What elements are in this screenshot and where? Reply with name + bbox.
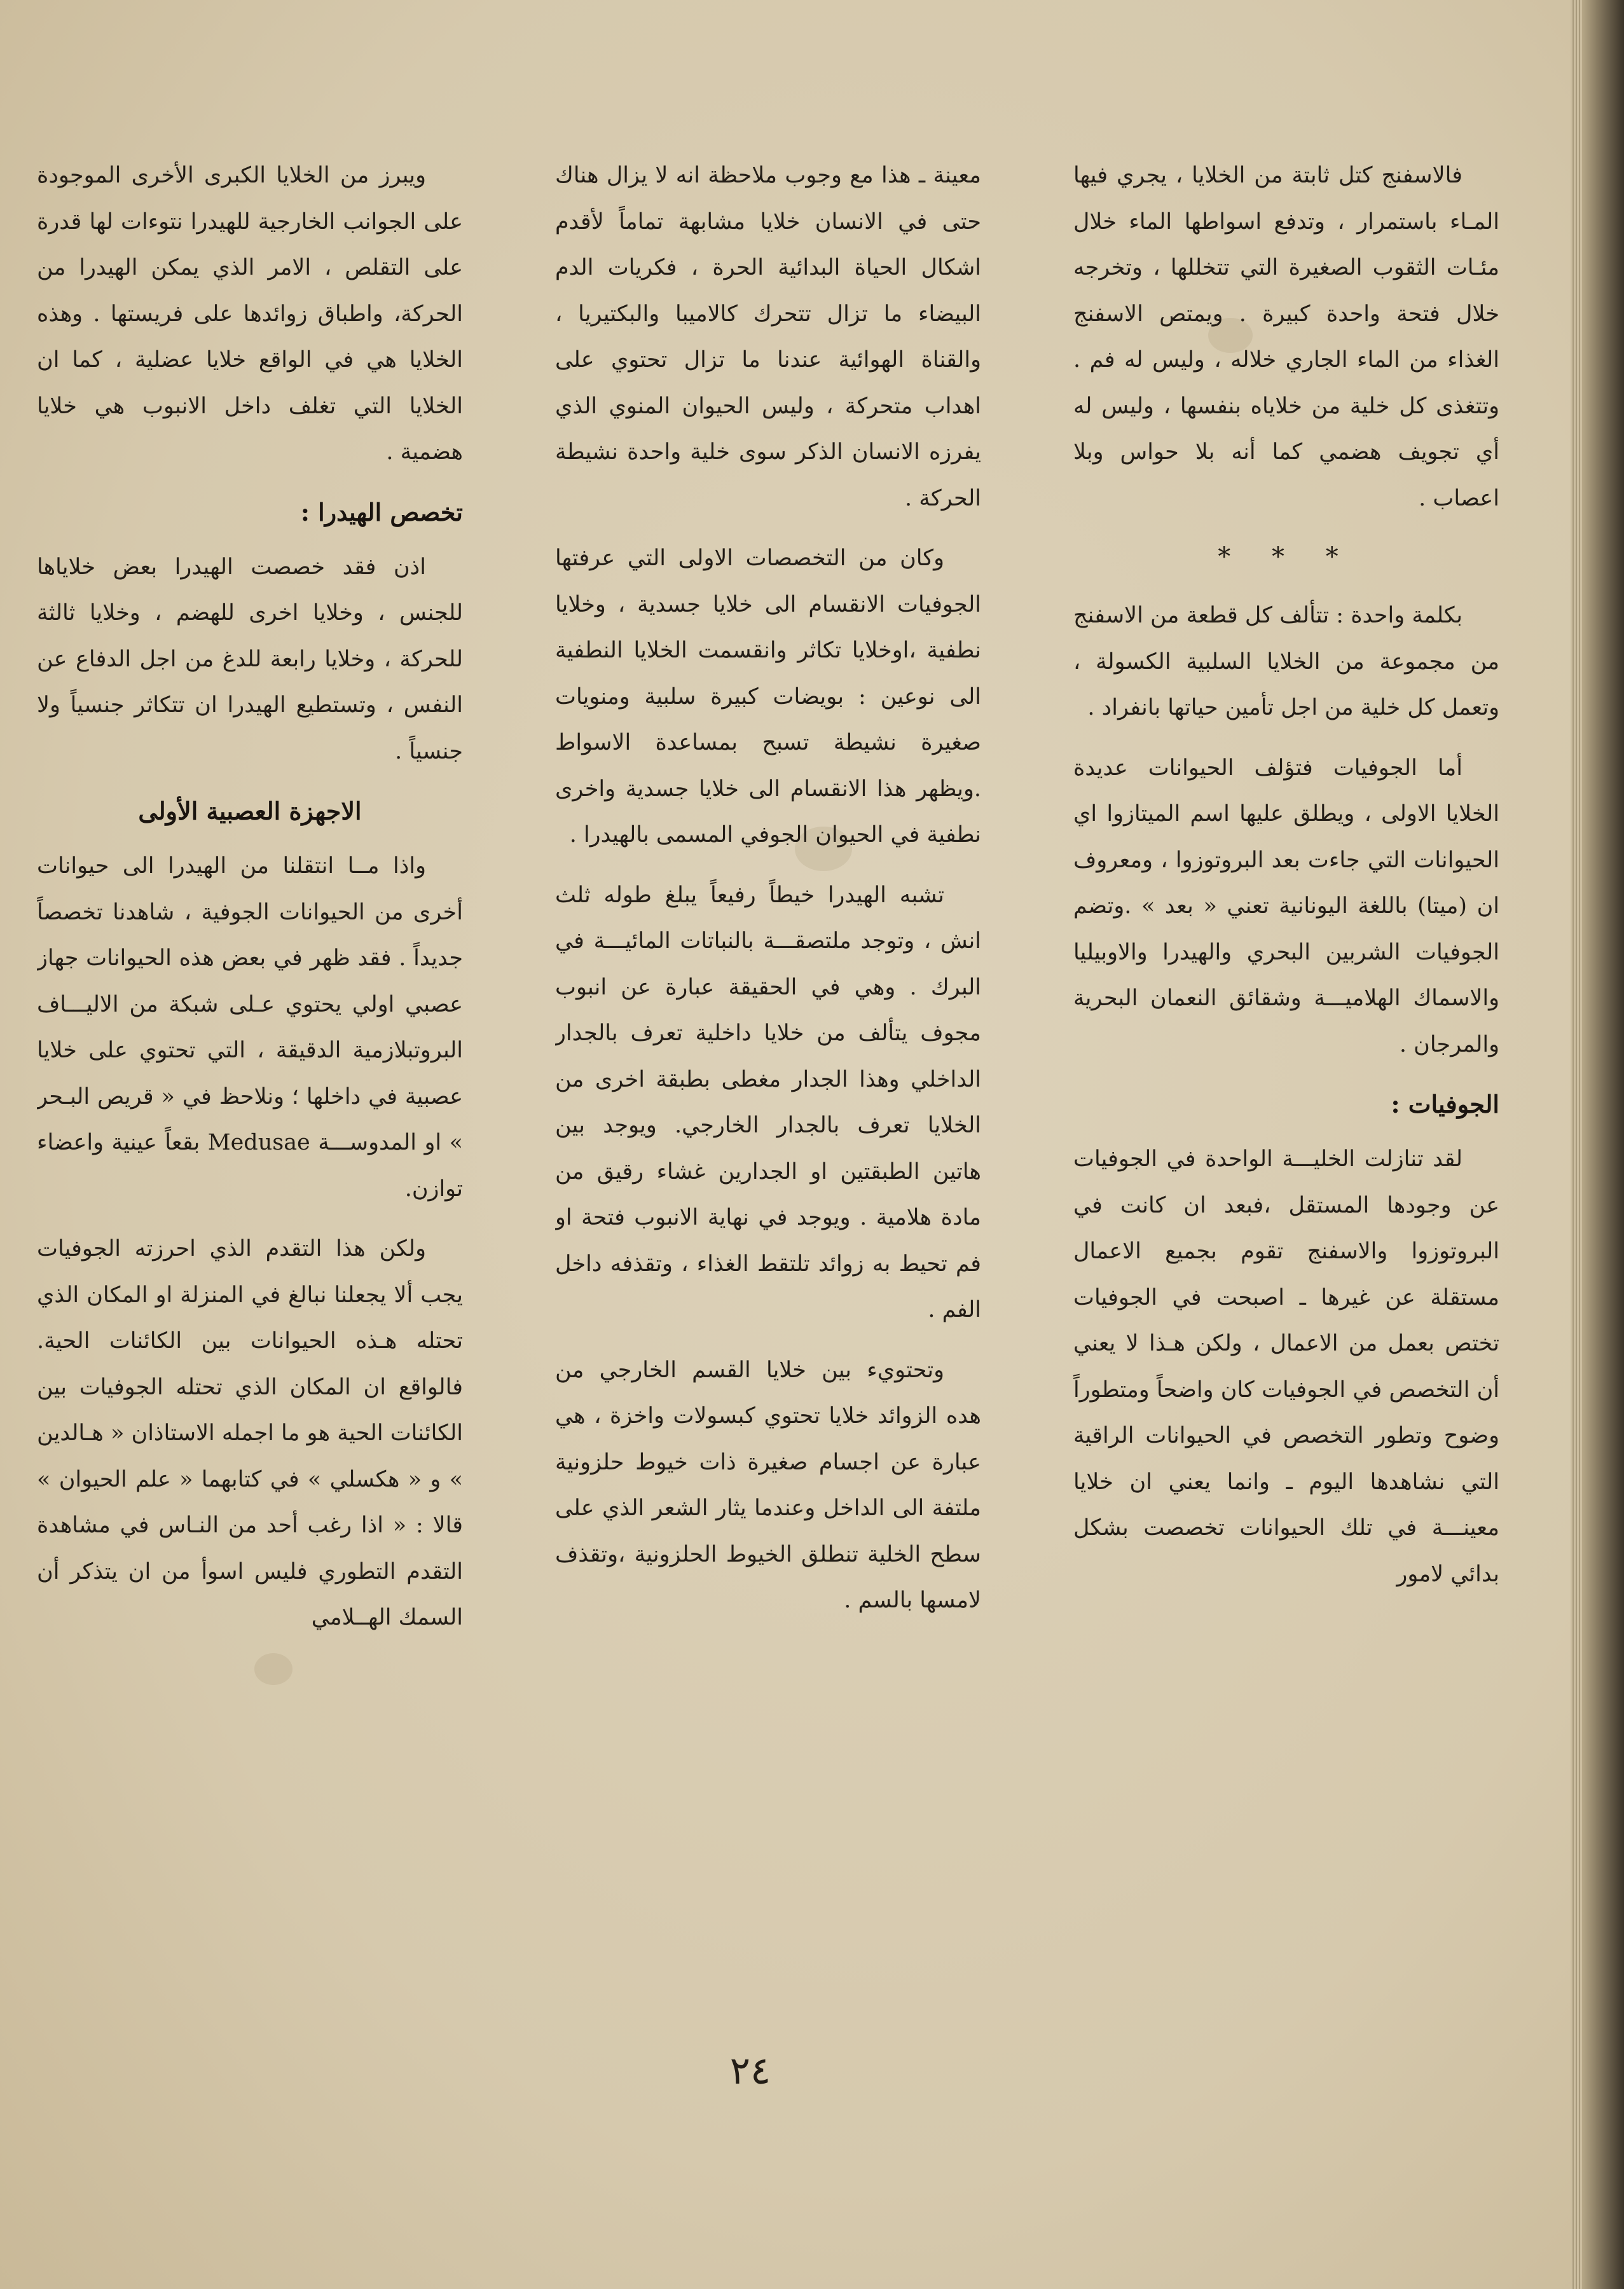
paragraph: أما الجوفيات فتؤلف الحيوانات عديدة الخلايا الاولى ، ويطلق عليها اسم الميتازوا اي الحيوانات التي جاءت بعد البروتوزوا ، ومعروف ان (ميتا) باللغة اليونانية تعني « بعد » .وتضم الجوفيات الشربين البحري والهيدرا والاوبيليا والاسماك الهلاميـــة وشقائق النعمان البحرية والمرجان .: [1073, 755, 1499, 1057]
paragraph: وتحتويء بين خلايا القسم الخارجي من هده الزوائد خلايا تحتوي كبسولات واخزة ، هي عبارة عن اجسام صغيرة ذات خيوط حلزونية ملتفة الى الداخل وعندما يثار الشعر الذي على سطح الخلية تنطلق الخيوط الحلزونية ،وتقذف لامسها بالسم .: [555, 1357, 981, 1613]
paragraph: ويبرز من الخلايا الكبرى الأخرى الموجودة على الجوانب الخارجية للهيدرا نتوءات لها قدرة على التقلص ، الامر الذي يمكن الهيدرا من الحركة، واطباق زوائدها على فريستها . وهذه الخلايا هي في الواقع خلايا عضلية ، كما ان الخلايا التي تغلف داخل الانبوب هي خلايا هضمية .: [37, 163, 463, 465]
column-left: [37, 153, 463, 2060]
page-number: ٢٤: [729, 2049, 771, 2093]
paragraph: ولكن هذا التقدم الذي احرزته الجوفيات يجب ألا يجعلنا نبالغ في المنزلة او المكان الذي تحتله هـذه الحيوانات بين الكائنات الحية. فالواقع ان المكان الذي تحتله الجوفيات بين الكائنات الحية هو ما اجمله الاستاذان « هـالدين » و « هكسلي » في كتابهما « علم الحيوان » قالا : « اذا رغب أحد من النـاس في مشاهدة التقدم التطوري فليس اسوأ من ان يتذكر أن السمك الهــلامي: [37, 1236, 463, 1630]
paragraph: فالاسفنج كتل ثابتة من الخلايا ، يجري فيها المـاء باستمرار ، وتدفع اسواطها الماء خلال مئـات الثقوب الصغيرة التي تتخللها ، وتخرجه خلال فتحة واحدة كبيرة . ويمتص الاسفنج الغذاء من الماء الجاري خلاله ، وليس له فم . وتتغذى كل خلية من خلاياه بنفسها ، وليس له أي تجويف هضمي كما أنه بلا حواس وبلا اعصاب .: [1073, 163, 1499, 511]
paragraph: واذا مــا انتقلنا من الهيدرا الى حيوانات أخرى من الحيوانات الجوفية ، شاهدنا تخصصاً جديداً . فقد ظهر في بعض هذه الحيوانات جهاز عصبي اولي يحتوي عـلى شبكة من الاليـــاف البروتبلازمية الدقيقة ، التي تحتوي على خلايا عصبية في داخلها ؛ ونلاحظ في « قريص البـحر » او المدوســـة Medusae بقعاً عينية واعضاء توازن.: [37, 853, 463, 1202]
section-separator: * * *: [1218, 542, 1355, 572]
text-columns: [37, 153, 1499, 2060]
section-heading: الجوفيات :: [1391, 1090, 1499, 1118]
paragraph: بكلمة واحدة : تتألف كل قطعة من الاسفنج من مجموعة من الخلايا السلبية الكسولة ، وتعمل كل خلية من اجل تأمين حياتها بانفراد .: [1073, 603, 1499, 720]
section-heading: الاجهزة العصبية الأولى: [138, 797, 362, 825]
paragraph: وكان من التخصصات الاولى التي عرفتها الجوفيات الانقسام الى خلايا جسدية ، وخلايا نطفية ،اوخلايا تكاثر وانقسمت الخلايا النطفية الى نوعين : بويضات كبيرة سلبية ومنويات صغيرة نشيطة تسبح بمساعدة الاسواط .ويظهر هذا الانقسام الى خلايا جسدية واخرى نطفية في الحيوان الجوفي المسمى بالهيدرا .: [555, 546, 981, 848]
paragraph: لقد تنازلت الخليـــة الواحدة في الجوفيات عن وجودها المستقل ،فبعد ان كانت في البروتوزوا والاسفنج تقوم بجميع الاعمال مستقلة عن غيرها ـ اصبحت في الجوفيات تختص بعمل من الاعمال ، ولكن هـذا لا يعني أن التخصص في الجوفيات كان واضحاً ومتطوراً وضوح وتطور التخصص في الحيوانات الراقية التي نشاهدها اليوم ـ وانما يعني ان خلايا معينـــة في تلك الحيوانات تخصصت بشكل بدائي لامور: [1073, 1146, 1499, 1587]
column-middle: [555, 153, 981, 2060]
paragraph: تشبه الهيدرا خيطاً رفيعاً يبلغ طوله ثلث انش ، وتوجد ملتصقـــة بالنباتات المائيـــة في البرك . وهي في الحقيقة عبارة عن انبوب مجوف يتألف من خلايا داخلية تعرف بالجدار الداخلي وهذا الجدار مغطى بطبقة اخرى من الخلايا تعرف بالجدار الخارجي. ويوجد بين هاتين الطبقتين او الجدارين غشاء رقيق من مادة هلامية . ويوجد في نهاية الانبوب فتحة او فم تحيط به زوائد تلتقط الغذاء ، وتقذفه داخل الفم .: [555, 882, 981, 1323]
binding-shadow: [1582, 0, 1624, 2289]
column-right: [1073, 153, 1499, 2060]
section-heading: تخصص الهيدرا :: [300, 497, 463, 526]
paragraph: اذن فقد خصصت الهيدرا بعض خلاياها للجنس ، وخلايا اخرى للهضم ، وخلايا ثالثة للحركة ، وخلايا رابعة للدغ من اجل الدفاع عن النفس ، وتستطيع الهيدرا ان تتكاثر جنسياً ولا جنسياً .: [37, 554, 463, 764]
paragraph: معينة ـ هذا مع وجوب ملاحظة انه لا يزال هناك حتى في الانسان خلايا مشابهة تماماً لأقدم اشكال الحياة البدائية الحرة ، فكريات الدم البيضاء ما تزال تتحرك كالاميبا والبكتيريا ، والقناة الهوائية عندنا ما تزال تحتوي على اهداب متحركة ، وليس الحيوان المنوي الذي يفرزه الانسان الذكر سوى خلية واحدة نشيطة الحركة .: [555, 163, 981, 511]
